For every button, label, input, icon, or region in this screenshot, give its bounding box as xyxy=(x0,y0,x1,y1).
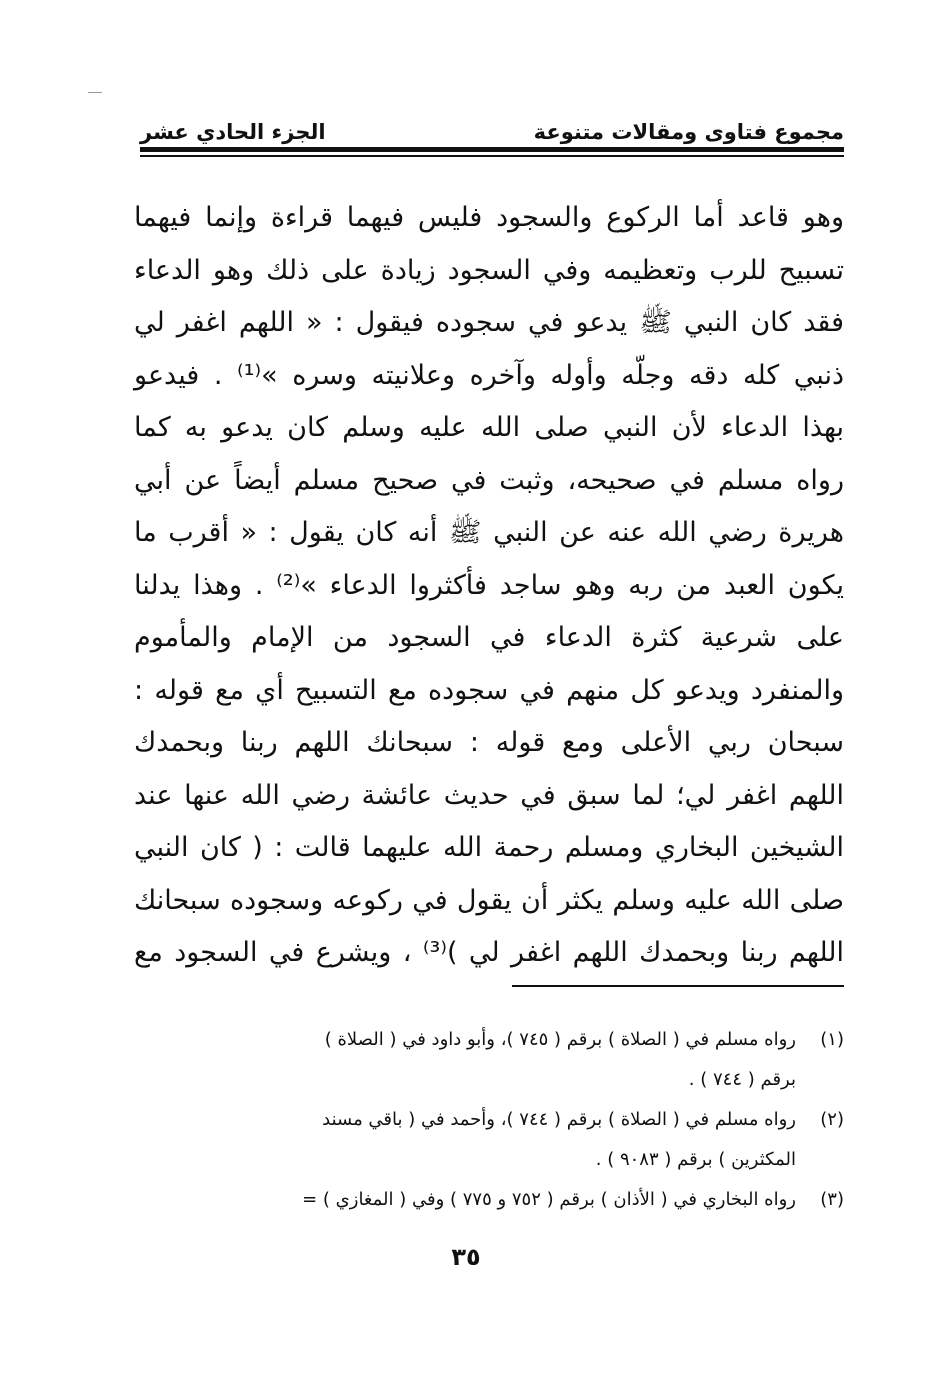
footnotes xyxy=(134,1020,844,1220)
volume-label: الجزء الحادي عشر xyxy=(140,120,326,144)
footnote xyxy=(134,1180,844,1220)
header-rule-thin xyxy=(140,155,844,157)
text-line: تسبيح للرب وتعظيمه وفي السجود زيادة على ذلك وهو الدعاء xyxy=(134,254,844,286)
footnote xyxy=(134,1100,844,1180)
footnote-text xyxy=(134,1180,796,1220)
text-line: يكون العبد من ربه وهو ساجد فأكثروا الدعاء »⁽²⁾ . وهذا يدلنا xyxy=(134,569,844,601)
footnote-text xyxy=(134,1100,796,1180)
header-rule-thick xyxy=(140,147,844,152)
footnote-number: (٣) xyxy=(820,1189,844,1210)
footnote-line: المكثرين ) برقم ( ٩٠٨٣ ) . xyxy=(595,1149,796,1170)
book-title: مجموع فتاوى ومقالات متنوعة xyxy=(533,120,844,144)
footnote xyxy=(134,1020,844,1100)
text-line: على شرعية كثرة الدعاء في السجود من الإمام والمأموم xyxy=(134,622,844,653)
scan-speck xyxy=(88,92,102,93)
text-line: والمنفرد ويدعو كل منهم في سجوده مع التسبيح أي مع قوله : xyxy=(134,674,844,706)
footnote-line: برقم ( ٧٤٤ ) . xyxy=(688,1069,796,1090)
footnote-line: رواه مسلم في ( الصلاة ) برقم ( ٧٤٥ )، وأبو داود في ( الصلاة ) xyxy=(324,1029,796,1050)
text-line: وهو قاعد أما الركوع والسجود فليس فيهما قراءة وإنما فيهما xyxy=(134,202,844,233)
footnote-separator xyxy=(512,985,844,987)
footnote-text xyxy=(134,1020,796,1100)
text-line: صلى الله عليه وسلم يكثر أن يقول في ركوعه وسجوده سبحانك xyxy=(134,884,844,916)
text-line: هريرة رضي الله عنه عن النبي ﷺ أنه كان يقول : « أقرب ما xyxy=(134,517,844,548)
page-number: ٣٥ xyxy=(451,1243,481,1271)
text-line: الشيخين البخاري ومسلم رحمة الله عليهما قالت : ( كان النبي xyxy=(134,832,844,863)
main-text xyxy=(134,192,844,980)
text-line: سبحان ربي الأعلى ومع قوله : سبحانك اللهم ربنا وبحمدك xyxy=(134,727,844,758)
text-line: اللهم ربنا وبحمدك اللهم اغفر لي )⁽³⁾ ، ويشرع في السجود مع xyxy=(134,937,844,968)
text-line: فقد كان النبي ﷺ يدعو في سجوده فيقول : « اللهم اغفر لي xyxy=(134,307,844,338)
footnote-line: رواه البخاري في ( الأذان ) برقم ( ٧٥٢ و ٧٧٥ ) وفي ( المغازي ) = xyxy=(302,1189,796,1210)
footnote-number: (٢) xyxy=(820,1109,844,1130)
footnote-number: (١) xyxy=(820,1029,844,1050)
running-header xyxy=(140,104,844,144)
text-line: رواه مسلم في صحيحه، وثبت في صحيح مسلم أيضاً عن أبي xyxy=(134,464,844,496)
footnote-line: رواه مسلم في ( الصلاة ) برقم ( ٧٤٤ )، وأحمد في ( باقي مسند xyxy=(322,1109,796,1130)
text-line: اللهم اغفر لي؛ لما سبق في حديث عائشة رضي الله عنها عند xyxy=(134,779,844,811)
text-line: ذنبي كله دقه وجلّه وأوله وآخره وعلانيته وسره »⁽¹⁾ . فيدعو xyxy=(134,359,844,391)
text-line: بهذا الدعاء لأن النبي صلى الله عليه وسلم كان يدعو به كما xyxy=(134,412,844,443)
